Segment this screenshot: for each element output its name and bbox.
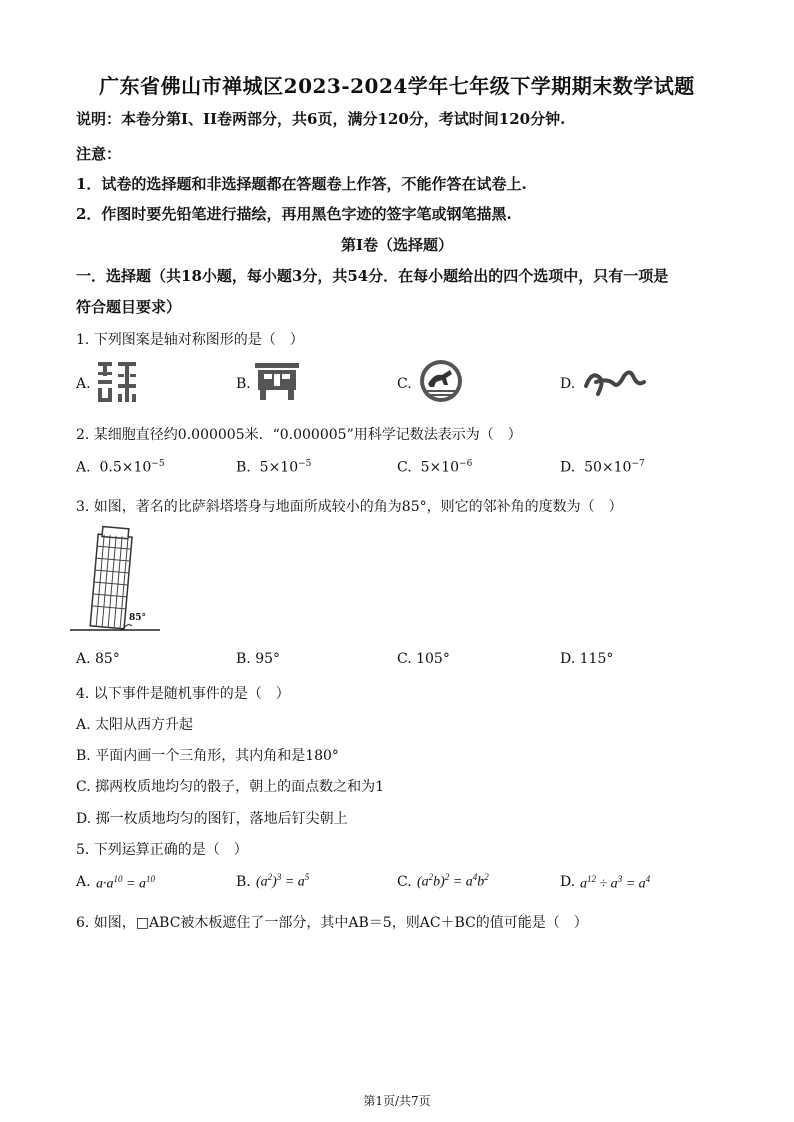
q1-option-c-label: C. <box>397 376 412 392</box>
section-title: 第I卷（选择题） <box>340 236 454 254</box>
q4-option-d: D. 掷一枚质地均匀的图钉，落地后钉尖朝上 <box>76 811 348 827</box>
q2-stem: 2. 某细胞直径约0.000005米．“0.000005”用科学记数法表示为（ ） <box>76 427 522 443</box>
q5-option-c-label: C. <box>397 874 412 890</box>
page-title: 广东省佛山市禅城区2023-2024学年七年级下学期期末数学试题 <box>99 74 695 98</box>
q2-option-d-label: D. <box>560 459 576 476</box>
q3-option-a: A. 85° <box>76 651 120 667</box>
q5-option-a-expr: $a\cdot a^{10} = a^{10}$ <box>96 874 155 892</box>
part1-heading-line2: 符合题目要求） <box>76 298 182 316</box>
q4-option-c: C. 掷两枚质地均匀的骰子，朝上的面点数之和为1 <box>76 779 385 795</box>
q2-option-b <box>236 459 311 476</box>
q2-option-b-exp: −5 <box>298 459 312 469</box>
q2-option-b-label: B. <box>236 459 251 476</box>
q4-option-b: B. 平面内画一个三角形，其内角和是180° <box>76 748 339 764</box>
q2-option-a-exp: −5 <box>151 459 165 469</box>
q5-option-c-expr: $(a^2b)^2 = a^4b^2$ <box>417 872 489 890</box>
q3-option-b: B. 95° <box>236 651 281 667</box>
q4-stem: 4. 以下事件是随机事件的是（ ） <box>76 686 290 702</box>
q2-option-a-base: 0.5×10 <box>99 459 152 476</box>
q3-option-d: D. 115° <box>560 651 614 667</box>
q1-option-a-pattern <box>96 360 140 406</box>
q5-option-a-label: A. <box>76 874 91 890</box>
q5-stem: 5. 下列运算正确的是（ ） <box>76 842 248 858</box>
q2-option-b-base: 5×10 <box>259 459 299 476</box>
q1-option-a-label: A. <box>76 376 91 392</box>
q1-option-c-horse-emblem <box>418 358 464 404</box>
q1-option-b-label: B. <box>236 376 251 392</box>
q1-option-d-label: D. <box>560 376 576 392</box>
q4-option-a: A. 太阳从西方升起 <box>76 717 194 733</box>
q5-option-b-label: B. <box>236 874 251 890</box>
q3-angle-label: 85° <box>129 613 147 623</box>
notice-label: 注意： <box>76 145 122 163</box>
exam-intro: 说明：本卷分第I、II卷两部分，共6页，满分120分，考试时间120分钟. <box>76 110 566 128</box>
note-2: 2．作图时要先铅笔进行描绘，再用黑色字迹的签字笔或钢笔描黑. <box>76 205 512 223</box>
q2-option-c-base: 5×10 <box>420 459 460 476</box>
q3-option-c: C. 105° <box>397 651 450 667</box>
q1-option-d-calligraphy <box>582 364 646 400</box>
q2-option-c-exp: −6 <box>459 459 473 469</box>
q5-option-d-label: D. <box>560 874 576 890</box>
q2-option-a-label: A. <box>76 459 91 476</box>
q2-option-d-exp: −7 <box>631 459 645 469</box>
note-1: 1．试卷的选择题和非选择题都在答题卷上作答，不能作答在试卷上. <box>76 175 527 193</box>
q2-option-d-base: 50×10 <box>584 459 632 476</box>
q1-option-b-pattern <box>254 362 300 402</box>
q2-option-a <box>76 459 165 476</box>
q3-leaning-tower-figure <box>70 524 160 634</box>
part1-heading-line1: 一．选择题（共18小题，每小题3分，共54分．在每小题给出的四个选项中，只有一项是 <box>76 267 669 285</box>
q2-option-d <box>560 459 645 476</box>
q1-stem: 1. 下列图案是轴对称图形的是（ ） <box>76 332 304 348</box>
q6-stem: 6. 如图，□ABC被木板遮住了一部分，其中AB＝5，则AC＋BC的值可能是（ ） <box>76 915 588 931</box>
q5-option-d-expr: $a^{12} \div a^3 = a^4$ <box>580 874 651 892</box>
page-footer: 第1页/共7页 <box>363 1094 431 1108</box>
q3-stem: 3. 如图，著名的比萨斜塔塔身与地面所成较小的角为85°，则它的邻补角的度数为（ ） <box>76 499 623 515</box>
q2-option-c <box>397 459 472 476</box>
q2-option-c-label: C. <box>397 459 412 476</box>
q5-option-b-expr: $(a^2)^3 = a^5$ <box>256 872 310 890</box>
